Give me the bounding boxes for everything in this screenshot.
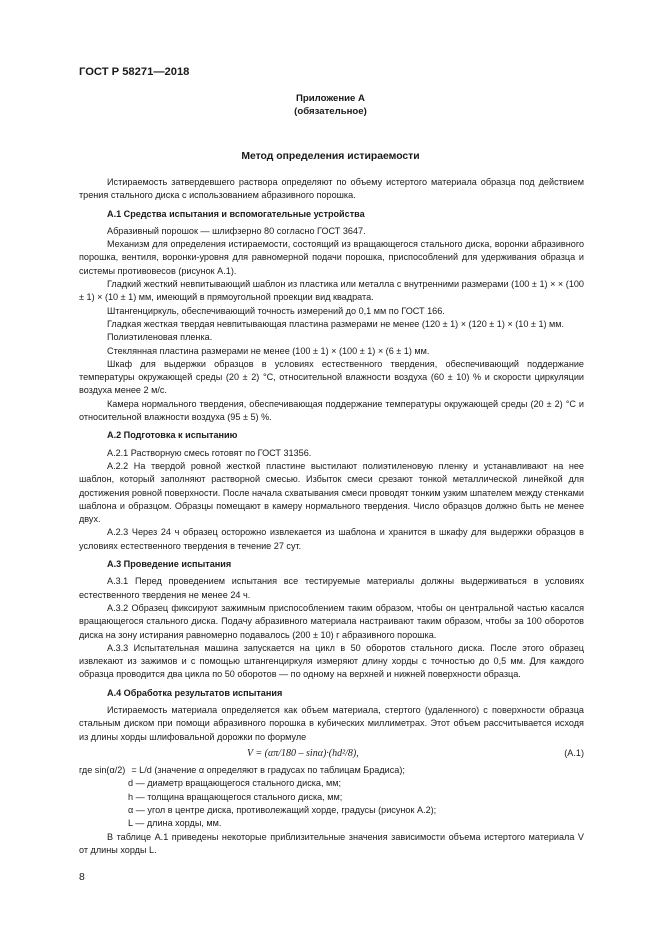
appendix-status: (обязательное) bbox=[294, 106, 367, 117]
appendix-label: Приложение А bbox=[296, 93, 365, 104]
page-number: 8 bbox=[79, 872, 85, 883]
a2-paragraph: А.2.3 Через 24 ч образец осторожно извлекается из шаблона и хранится в шкафу для выдержки образцов в условиях естественного твердения в течение 27 сут. bbox=[79, 527, 584, 551]
a1-paragraph: Шкаф для выдержки образцов в условиях естественного твердения, обеспечивающий поддержание температуры окружающей среды (20 ± 2) °С, относительной влажности воздуха (60 ± 10) % и скорости циркуляции воздуха менее 2 м/с. bbox=[79, 358, 584, 396]
formula-number: (А.1) bbox=[564, 747, 584, 758]
a2-paragraph: А.2.2 На твердой ровной жесткой пластине выстилают полиэтиленовую пленку и устанавливают на нее шаблон, который заполняют растворной смесью. Избыток смеси срезают тонкой металлической линейкой для достижения ровной поверхности. После начала схватывания смеси проводят тонким узким шпателем между стенками шаблона и образцом. Образцы помещают в камеру нормального твердения. Число образцов должно быть не менее двух. bbox=[79, 460, 584, 525]
a4-paragraph: Истираемость материала определяется как объем материала, стертого (удаленного) с поверхности образца стальным диском при помощи абразивного порошка в кубических миллиметрах. Этот объем рассчитывается исходя из длины хорды шлифовальной дорожки по формуле bbox=[79, 704, 584, 742]
a3-paragraph: А.3.3 Испытательная машина запускается на цикл в 50 оборотов стального диска. После этого образец извлекают из зажимов и с помощью штангенциркуля измеряют длину хорды с точностью до 0,5 мм. Для каждого образца проводится два цикла по 50 оборотов — по одному на верхней и нижней поверхности образца. bbox=[79, 642, 584, 680]
intro-paragraph: Истираемость затвердевшего раствора определяют по объему истертого материала образца под действием трения стального диска с использованием абразивного порошка. bbox=[79, 177, 584, 201]
a3-paragraph: А.3.1 Перед проведением испытания все тестируемые материалы должны выдерживаться в условиях естественного твердения не менее 24 ч. bbox=[79, 576, 584, 600]
a1-paragraph: Гладкий жесткий невпитывающий шаблон из пластика или металла с внутренними размерами (100 ± 1) × × (100 ± 1) × (10 ± 1) мм, имеющий в прямоугольной проекции вид квадрата. bbox=[79, 279, 584, 303]
closing-paragraph: В таблице А.1 приведены некоторые приблизительные значения зависимости объема истертого материала V от длины хорды L. bbox=[79, 831, 584, 855]
legend-item: = L/d (значение α определяют в градусах по таблицам Брадиса); bbox=[131, 765, 405, 776]
a2-paragraph: А.2.1 Растворную смесь готовят по ГОСТ 31356. bbox=[107, 447, 312, 458]
a1-paragraph: Стеклянная пластина размерами не менее (100 ± 1) × (100 ± 1) × (6 ± 1) мм. bbox=[107, 345, 430, 356]
section-a1-heading: А.1 Средства испытания и вспомогательные устройства bbox=[107, 208, 365, 219]
page-title: Метод определения истираемости bbox=[241, 151, 420, 162]
a1-paragraph: Камера нормального твердения, обеспечивающая поддержание температуры окружающей среды (20 ± 2) °С и относительной влажности воздуха (95 ± 5) %. bbox=[79, 398, 584, 423]
section-a2-heading: А.2 Подготовка к испытанию bbox=[107, 430, 238, 441]
a3-paragraph: А.3.2 Образец фиксируют зажимным приспособлением таким образом, чтобы он центральной частью касался вращающегося стального диска. Подачу абразивного материала настраивают таким образом, чтобы за 100 оборотов диска на зону истирания равномерно подавалось (200 ± 10) г абразивного порошка. bbox=[79, 602, 584, 640]
document-body bbox=[79, 176, 584, 857]
legend-item: L — длина хорды, мм. bbox=[128, 818, 222, 829]
legend-item: d — диаметр вращающегося стального диска, мм; bbox=[128, 778, 342, 789]
legend-first-row bbox=[79, 764, 584, 777]
a1-paragraph: Механизм для определения истираемости, состоящий из вращающегося стального диска, воронки абразивного порошка, вентиля, воронки-уровня для равномерной подачи порошка, приспособлений для удерживания образца и системы противовесов (рисунок А.1). bbox=[79, 239, 584, 276]
legend-item: h — толщина вращающегося стального диска, мм; bbox=[128, 791, 343, 802]
legend-lead: где sin(α/2) bbox=[79, 765, 126, 776]
legend-item: α — угол в центре диска, противолежащий хорде, градусы (рисунок А.2); bbox=[128, 805, 437, 816]
a1-paragraph: Абразивный порошок — шлифзерно 80 согласно ГОСТ 3647. bbox=[107, 225, 366, 236]
a1-paragraph: Полиэтиленовая пленка. bbox=[107, 332, 213, 343]
a1-paragraph: Штангенциркуль, обеспечивающий точность измерений до 0,1 мм по ГОСТ 166. bbox=[107, 305, 445, 316]
formula-a1 bbox=[79, 747, 584, 760]
formula-legend bbox=[79, 764, 584, 830]
standard-header: ГОСТ Р 58271—2018 bbox=[79, 66, 190, 78]
section-a3-heading: А.3 Проведение испытания bbox=[107, 559, 232, 570]
a1-paragraph: Гладкая жесткая твердая невпитывающая пластина размерами не менее (120 ± 1) × (120 ± 1) × (10 ± 1) мм. bbox=[107, 318, 565, 329]
section-a4-heading: А.4 Обработка результатов испытания bbox=[107, 687, 283, 698]
appendix-heading bbox=[0, 92, 661, 118]
formula-expression: V = (απ/180 – sinα)·(hd²/8), bbox=[247, 747, 359, 759]
